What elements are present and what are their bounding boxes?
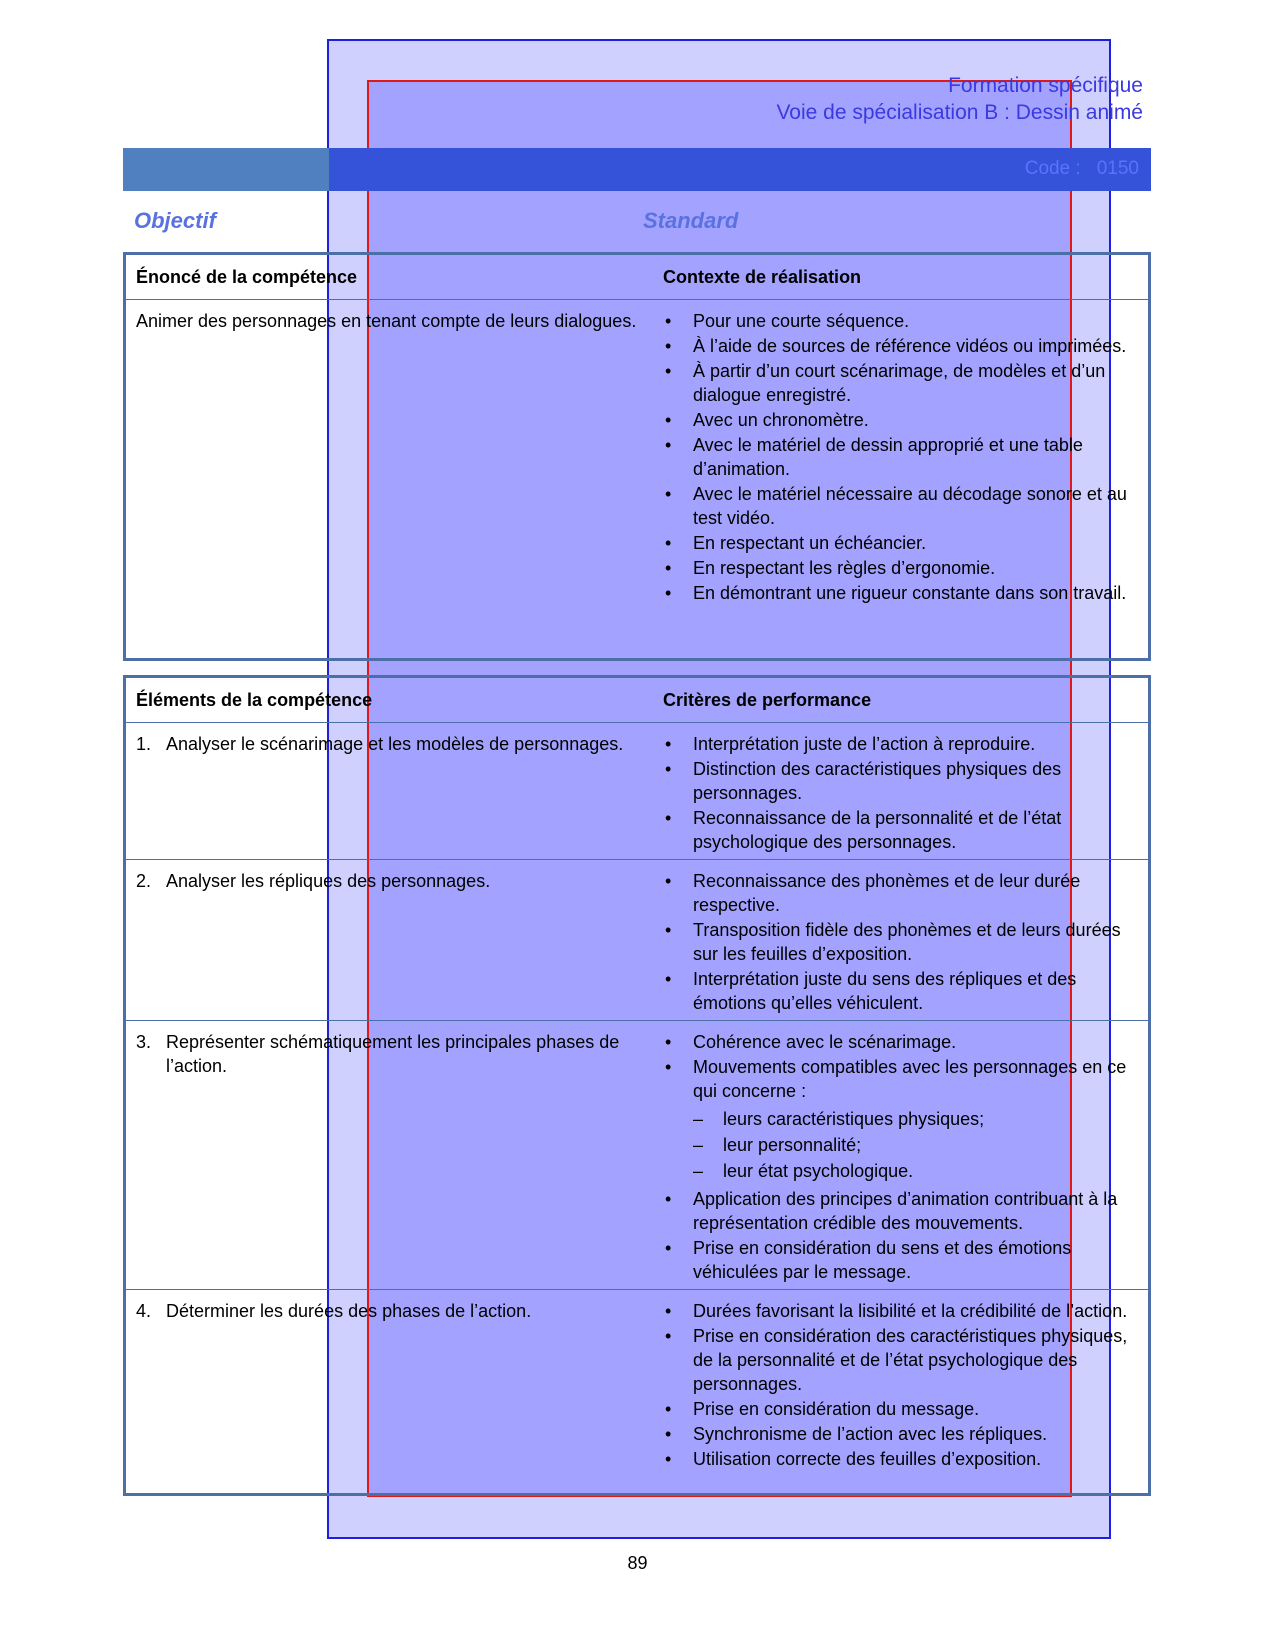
sub-list-item: – leur état psychologique. bbox=[693, 1159, 1138, 1183]
list-item: • En respectant un échéancier. bbox=[663, 531, 1138, 555]
code-bar bbox=[123, 148, 1151, 191]
criteria-list bbox=[663, 732, 1138, 854]
list-item: • Synchronisme de l’action avec les répliques. bbox=[663, 1422, 1138, 1446]
criteria-list bbox=[663, 1299, 1138, 1471]
list-item: • Pour une courte séquence. bbox=[663, 309, 1138, 333]
list-item: • Cohérence avec le scénarimage. bbox=[663, 1030, 1138, 1054]
header-voie: Voie de spécialisation B : Dessin animé bbox=[776, 101, 1143, 124]
element-text: Analyser le scénarimage et les modèles de personnages. bbox=[166, 734, 624, 754]
list-item: • Prise en considération du sens et des émotions véhiculées par le message. bbox=[663, 1236, 1138, 1284]
objectif-title: Objectif bbox=[134, 208, 216, 233]
list-item: • Avec un chronomètre. bbox=[663, 408, 1138, 432]
list-item: • Durées favorisant la lisibilité et la crédibilité de l’action. bbox=[663, 1299, 1138, 1323]
list-item: • Reconnaissance de la personnalité et de l’état psychologique des personnages. bbox=[663, 806, 1138, 854]
list-item: • Utilisation correcte des feuilles d’exposition. bbox=[663, 1447, 1138, 1471]
competence-table bbox=[123, 252, 1151, 661]
list-item bbox=[663, 1055, 1138, 1183]
list-item: • À partir d’un court scénarimage, de modèles et d’un dialogue enregistré. bbox=[663, 359, 1138, 407]
list-item: • Interprétation juste de l’action à reproduire. bbox=[663, 732, 1138, 756]
list-item: • Application des principes d’animation contribuant à la représentation crédible des mouvements. bbox=[663, 1187, 1138, 1235]
list-item: • Avec le matériel de dessin approprié et une table d’animation. bbox=[663, 433, 1138, 481]
code-label-group bbox=[1009, 158, 1139, 180]
criteria-list bbox=[663, 869, 1138, 1015]
standard-title: Standard bbox=[643, 208, 739, 233]
table-row bbox=[125, 723, 1150, 860]
sub-list bbox=[693, 1107, 1138, 1183]
criteres-header: Critères de performance bbox=[663, 690, 872, 710]
list-item: • Interprétation juste du sens des répliques et des émotions qu’elles véhiculent. bbox=[663, 967, 1138, 1015]
table-row bbox=[125, 1021, 1150, 1290]
code-label: Code : bbox=[1024, 158, 1081, 179]
sub-list-item: – leurs caractéristiques physiques; bbox=[693, 1107, 1138, 1131]
list-item: • Distinction des caractéristiques physiques des personnages. bbox=[663, 757, 1138, 805]
elements-header: Éléments de la compétence bbox=[136, 690, 373, 710]
element-number: 4. bbox=[136, 1301, 152, 1321]
list-item: • En démontrant une rigueur constante dans son travail. bbox=[663, 581, 1138, 605]
element-number: 3. bbox=[136, 1032, 152, 1052]
competence-statement: Animer des personnages en tenant compte de leurs dialogues. bbox=[125, 300, 654, 660]
elements-table bbox=[123, 675, 1151, 1496]
table-row bbox=[125, 1290, 1150, 1495]
element-text: Représenter schématiquement les principales phases de l’action. bbox=[166, 1032, 620, 1076]
table-row bbox=[125, 860, 1150, 1021]
list-item: • Transposition fidèle des phonèmes et de leurs durées sur les feuilles d’exposition. bbox=[663, 918, 1138, 966]
page-number: 89 bbox=[627, 1553, 648, 1573]
list-item: • À l’aide de sources de référence vidéos ou imprimées. bbox=[663, 334, 1138, 358]
element-number: 1. bbox=[136, 734, 152, 754]
contexte-list bbox=[663, 309, 1138, 605]
element-number: 2. bbox=[136, 871, 152, 891]
element-text: Déterminer les durées des phases de l’action. bbox=[166, 1301, 532, 1321]
list-item: • Prise en considération du message. bbox=[663, 1397, 1138, 1421]
enonce-header: Énoncé de la compétence bbox=[136, 267, 358, 287]
list-item: • En respectant les règles d’ergonomie. bbox=[663, 556, 1138, 580]
header-formation: Formation spécifique bbox=[948, 74, 1143, 97]
list-item: • Reconnaissance des phonèmes et de leur durée respective. bbox=[663, 869, 1138, 917]
list-item: • Avec le matériel nécessaire au décodage sonore et au test vidéo. bbox=[663, 482, 1138, 530]
list-item-text: Mouvements compatibles avec les personnages en ce qui concerne : bbox=[693, 1057, 1127, 1101]
criteria-list bbox=[663, 1030, 1138, 1284]
code-value: 0150 bbox=[1096, 158, 1139, 179]
sub-list-item: – leur personnalité; bbox=[693, 1133, 1138, 1157]
list-item: • Prise en considération des caractéristiques physiques, de la personnalité et de l’état psychologique des personnages. bbox=[663, 1324, 1138, 1396]
contexte-header: Contexte de réalisation bbox=[663, 267, 862, 287]
element-text: Analyser les répliques des personnages. bbox=[166, 871, 491, 891]
